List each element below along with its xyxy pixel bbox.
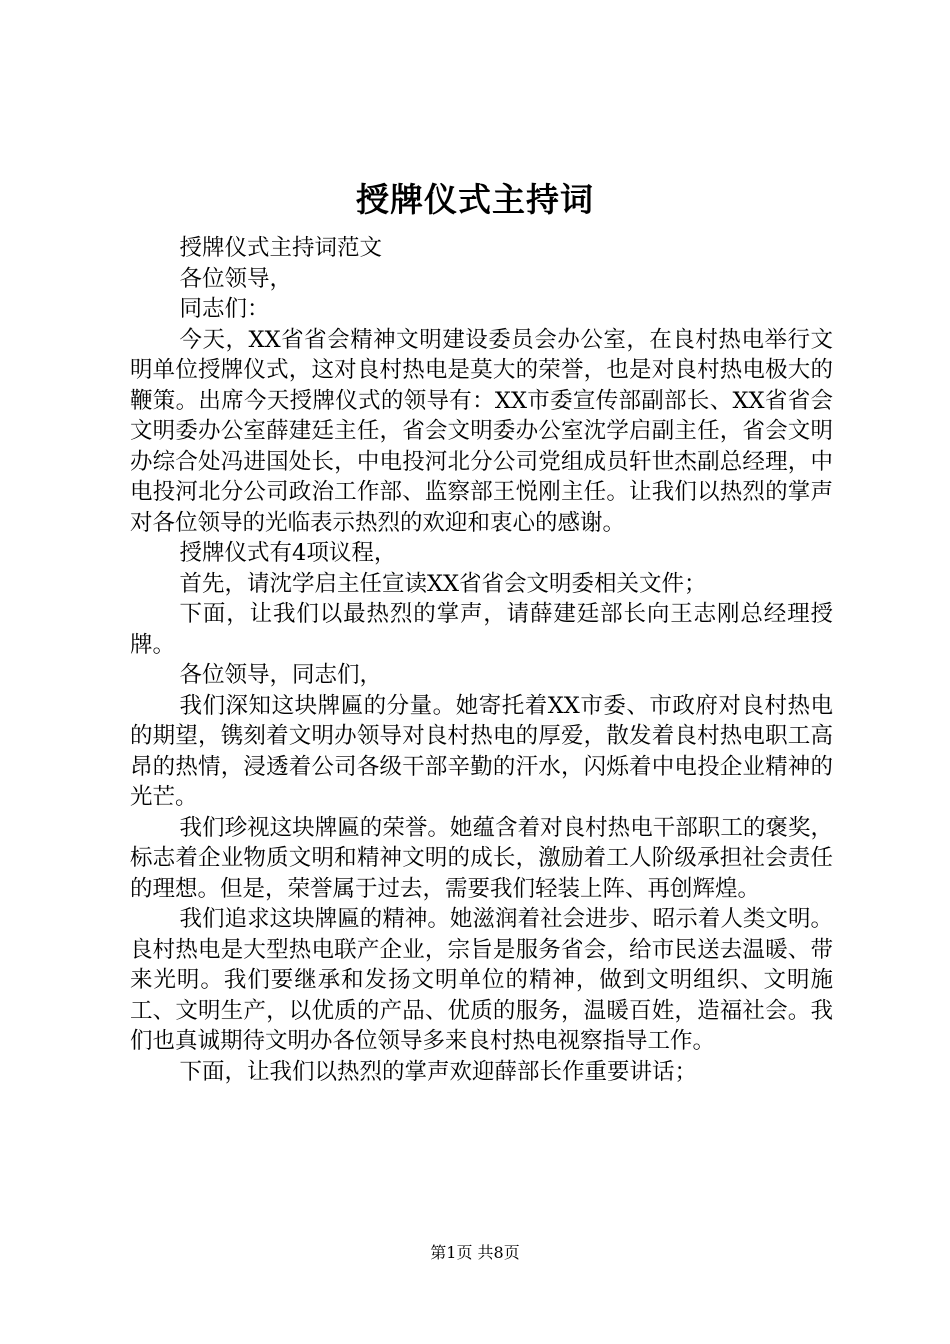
paragraph-greeting-comrades: 同志们：: [179, 296, 270, 322]
document-body: [130, 233, 833, 1087]
paragraph-agenda: 授牌仪式有4项议程，: [179, 540, 397, 566]
document-title: 授牌仪式主持词: [356, 180, 594, 219]
paragraph-greeting-leaders: 各位领导，: [179, 265, 293, 292]
paragraph-spirit: 我们追求这块牌匾的精神。她滋润着社会进步、昭示着人类文明。良村热电是大型热电联产企业，宗旨是服务省会，给市民送去温暖、带来光明。我们要继承和发扬文明单位的精神，做到文明组织、文明施工、文明生产，以优质的产品、优质的服务，温暖百姓，造福社会。我们也真诚期待文明办各位领导多来良村热电视察指导工作。: [130, 906, 833, 1054]
paragraph-weight: 我们深知这块牌匾的分量。她寄托着XX市委、市政府对良村热电的期望，镌刻着文明办领导对良村热电的厚爱，散发着良村热电职工高昂的热情，浸透着公司各级干部辛勤的汗水，闪烁着中电投企业精神的光芒。: [130, 692, 833, 810]
paragraph-opening: 今天，XX省省会精神文明建设委员会办公室，在良村热电举行文明单位授牌仪式，这对良村热电是莫大的荣誉，也是对良村热电极大的鞭策。出席今天授牌仪式的领导有：XX市委宣传部副部长、XX省省会文明委办公室薛建廷主任，省会文明委办公室沈学启副主任，省会文明办综合处冯进国处长，中电投河北分公司党组成员轩世杰副总经理，中电投河北分公司政治工作部、监察部王悦刚主任。让我们以热烈的掌声对各位领导的光临表示热烈的欢迎和衷心的感谢。: [130, 326, 833, 536]
paragraph-address: 各位领导，同志们，: [179, 662, 383, 688]
page-footer: 第1页 共8页: [430, 1243, 520, 1262]
paragraph-honor: 我们珍视这块牌匾的荣誉。她蕴含着对良村热电干部职工的褒奖，标志着企业物质文明和精神文明的成长，激励着工人阶级承担社会责任的理想。但是，荣誉属于过去，需要我们轻装上阵、再创辉煌。: [130, 814, 833, 902]
paragraph-subtitle: 授牌仪式主持词范文: [179, 235, 383, 261]
paragraph-award: 下面，让我们以最热烈的掌声，请薛建廷部长向王志刚总经理授牌。: [130, 601, 833, 658]
paragraph-speech: 下面，让我们以热烈的掌声欢迎薛部长作重要讲话；: [179, 1058, 698, 1085]
paragraph-first-item: 首先，请沈学启主任宣读XX省省会文明委相关文件；: [179, 570, 707, 597]
